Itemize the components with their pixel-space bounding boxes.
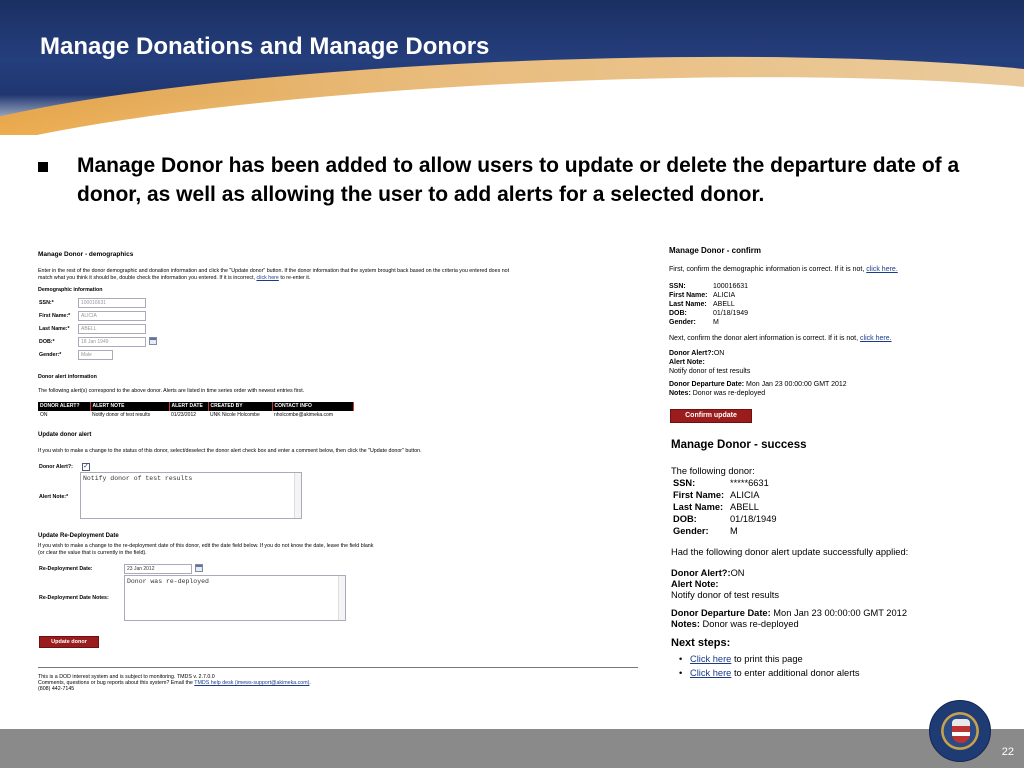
departure-row [671,608,907,619]
demographics-heading: Manage Donor - demographics [38,251,134,258]
intro-text: match what you think it should be, double check the information you entered. If it is incorrect, [38,275,255,281]
footer-suffix: . [309,680,311,686]
bullet-dot-icon: • [679,668,683,678]
alert-note-textarea[interactable] [80,472,302,519]
dob-value: 01/18/1949 [713,310,749,317]
alert-note-value: Notify donor of test results [669,368,751,375]
alert-row [669,350,724,359]
section-donor-alert-information: Donor alert information [38,374,97,380]
demographics-intro-line1: Enter in the rest of the donor demographic and donation information and click the "Update donor" button. If the donor information that the system brought back based on the criteria you entered does not [38,268,510,274]
alert-row [671,568,745,579]
next-step-print [679,654,803,665]
success-intro: The following donor: [671,466,755,476]
first-name-input[interactable]: ALICIA [78,311,146,321]
notes-row [671,619,799,630]
ssn-value: *****6631 [730,478,769,488]
reenter-link[interactable]: click here [256,275,279,281]
eagle-shield-icon [952,719,970,743]
ssn-input[interactable]: 100016631 [78,298,146,308]
section-update-redeployment-date: Update Re-Deployment Date [38,533,119,539]
redeploy-notes-label: Re-Deployment Date Notes: [39,595,109,601]
alert-note-label: Alert Note: [669,359,705,366]
step2-text: to enter additional donor alerts [733,668,860,678]
confirm-line1-text: First, confirm the demographic information is correct. If it is not, [669,266,865,273]
donor-alert-label: Donor Alert?: [39,464,73,470]
confirm-update-button[interactable]: Confirm update [670,409,752,423]
gender-value: M [730,526,738,536]
redeploy-date-input[interactable]: 23 Jan 2012 [124,564,192,574]
calendar-icon[interactable] [195,564,203,572]
last-name-label: Last Name:* [39,326,70,332]
add-alerts-link[interactable]: Click here [690,668,732,678]
confirm-heading: Manage Donor - confirm [669,246,762,255]
first-name-label: First Name: [673,490,725,500]
update-donor-button[interactable]: Update donor [39,636,99,648]
col-donor-alert: DONOR ALERT? [38,402,90,411]
last-name-label: Last Name: [669,301,707,308]
slide-title: Manage Donations and Manage Donors [40,33,490,60]
notes-row [669,390,765,399]
gender-value: M [713,319,719,326]
redeploy-text-line1: If you wish to make a change to the re-deployment date of this donor, edit the date field below. If you do not know the date, leave the field blank [38,543,374,549]
confirm-alert-link[interactable]: click here. [860,335,892,342]
header-banner [0,0,1024,135]
redeploy-notes-textarea[interactable] [124,575,346,621]
confirm-line2-text: Next, confirm the donor alert information is correct. If it is not, [669,335,859,342]
cell-created-by: UNK Nicole Holcombe [210,412,260,418]
cell-alert-note: Notify donor of test results [92,412,151,418]
page-number: 22 [1001,746,1014,758]
dob-input[interactable]: 18 Jan 1949 [78,337,146,347]
gender-select[interactable]: Male [78,350,113,360]
success-heading: Manage Donor - success [671,439,807,451]
last-name-value: ABELL [730,502,759,512]
section-demographic-information: Demographic information [38,287,103,293]
intro-suffix: to re-enter it. [280,275,311,281]
applied-text: Had the following donor alert update successfully applied: [671,547,909,557]
bullet-dot-icon: • [679,654,683,664]
col-created-by: CREATED BY [208,402,272,411]
col-contact-info: CONTACT INFO [272,402,353,411]
dob-label: DOB: [669,310,687,317]
section-update-donor-alert: Update donor alert [38,432,92,438]
bullet-square-icon [38,162,48,172]
gender-label: Gender: [669,319,696,326]
footer-text: Comments, questions or bug reports about this system? Email the [38,680,193,686]
calendar-icon[interactable] [149,337,157,345]
col-alert-date: ALERT DATE [169,402,208,411]
first-name-value: ALICIA [730,490,760,500]
print-page-link[interactable]: Click here [690,654,732,664]
bullet-text: Manage Donor has been added to allow users to update or delete the departure date of a donor, as well as allowing the user to add alerts for a selected donor. [77,154,960,206]
departure-label: Donor Departure Date: [671,608,771,618]
alerts-table [38,402,354,420]
notes-value: Donor was re-deployed [702,619,799,629]
departure-row [669,381,847,390]
dob-value: 01/18/1949 [730,514,777,524]
alerts-table-header [38,402,353,411]
first-name-label: First Name: [669,292,708,299]
redeploy-date-label: Re-Deployment Date: [39,566,93,572]
notes-value: Donor was re-deployed [692,390,766,397]
footer-line1: This is a DOD interest system and is subject to monitoring. TMDS v. 2.7.0.0 [38,674,215,680]
notes-label: Notes: [669,390,691,397]
dob-label: DOB:* [39,339,55,345]
col-alert-note: ALERT NOTE [90,402,169,411]
ssn-label: SSN:* [39,300,54,306]
cell-donor-alert: ON [40,412,48,418]
alert-note-label: Alert Note: [671,579,719,589]
alert-note-text: Notify donor of test results [83,475,193,482]
footer-phone: (808) 442-7145 [38,686,75,692]
next-step-add-alerts [679,668,860,679]
dod-seal-icon [929,700,991,762]
scrollbar[interactable] [294,473,301,518]
confirm-line2 [669,335,892,344]
confirm-line1 [669,266,898,275]
departure-value: Mon Jan 23 00:00:00 GMT 2012 [746,381,847,388]
cell-alert-date: 01/23/2012 [171,412,197,418]
redeploy-notes-text: Donor was re-deployed [127,578,209,585]
alert-note-label: Alert Note:* [39,494,69,500]
donor-alert-label: Donor Alert?: [671,568,731,578]
ssn-value: 100016631 [713,283,749,290]
demographics-intro-line2 [38,275,310,282]
gender-label: Gender:* [39,352,62,358]
footer-bar [0,729,1024,768]
demographics-screenshot [38,248,643,693]
donor-alert-label: Donor Alert?: [669,350,714,357]
gender-label: Gender: [673,526,709,536]
last-name-input[interactable]: ABELL [78,324,146,334]
notes-label: Notes: [671,619,700,629]
footer-divider [38,667,638,668]
scrollbar[interactable] [338,576,345,620]
last-name-label: Last Name: [673,502,724,512]
ssn-label: SSN: [673,478,696,488]
donor-alert-checkbox[interactable]: ✓ [83,463,89,470]
last-name-value: ABELL [713,301,735,308]
next-steps-heading: Next steps: [671,637,731,649]
cell-contact-info: nholcombe@akimeka.com [274,412,333,418]
confirm-demographics-link[interactable]: click here. [866,266,898,273]
departure-value: Mon Jan 23 00:00:00 GMT 2012 [773,608,907,618]
update-alert-text: If you wish to make a change to the status of this donor, select/deselect the donor alert check box and enter a comment below, then click the "Update donor" button. [38,448,422,454]
first-name-label: First Name:* [39,313,71,319]
redeploy-text-line2: (or clear the value that is currently in the field). [38,550,147,556]
step1-text: to print this page [733,654,803,664]
footer-line2 [38,680,311,687]
alert-note-value: Notify donor of test results [671,590,779,600]
donor-alert-value: ON [730,568,745,578]
donor-alert-value: ON [713,350,725,357]
alert-info-text: The following alert(s) correspond to the above donor. Alerts are listed in time series order with newest entries first. [38,388,305,394]
departure-label: Donor Departure Date: [669,381,745,388]
first-name-value: ALICIA [713,292,736,299]
table-row [38,411,353,420]
ssn-label: SSN: [669,283,686,290]
dob-label: DOB: [673,514,697,524]
help-desk-link[interactable]: TMDS help desk (imews-support@akimeka.com) [194,680,310,686]
